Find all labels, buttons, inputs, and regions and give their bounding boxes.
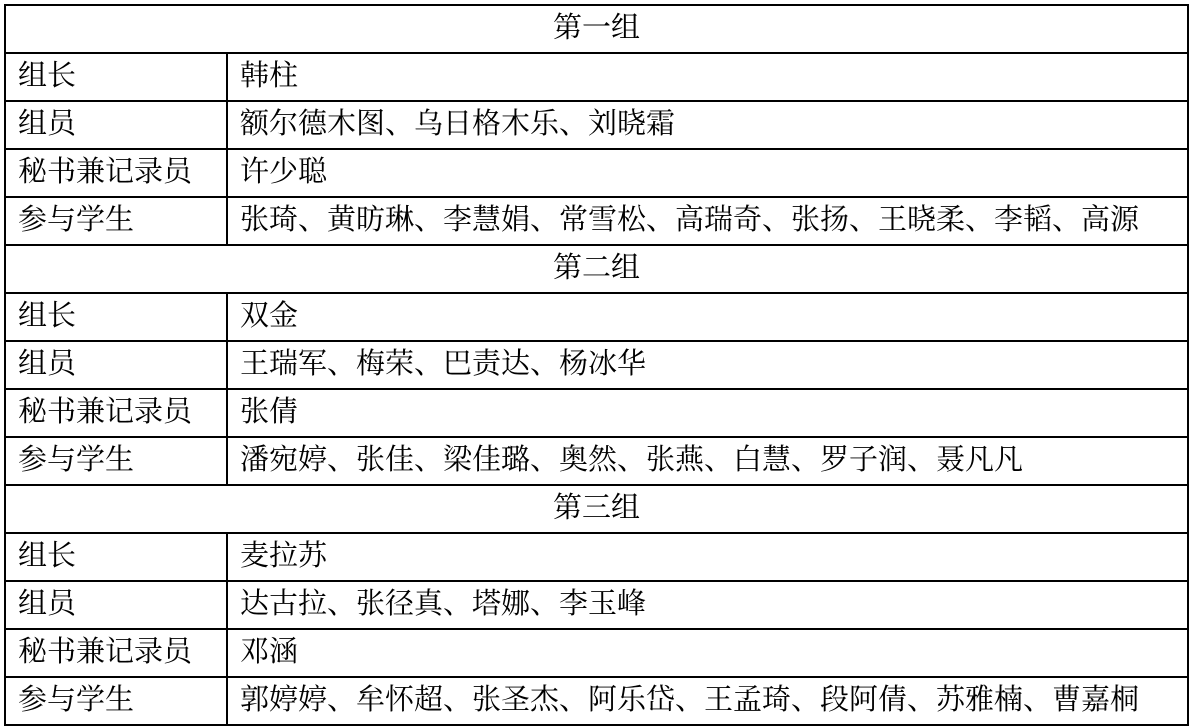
group-1-secretary-value: 许少聪 (227, 149, 1188, 197)
group-1-title: 第一组 (5, 5, 1188, 53)
group-2-secretary-label: 秘书兼记录员 (5, 389, 227, 437)
group-1-leader-label: 组长 (5, 53, 227, 101)
group-3-secretary-row (5, 629, 1188, 677)
group-2-students-row (5, 437, 1188, 485)
group-3-secretary-value: 邓涵 (227, 629, 1188, 677)
group-2-members-value: 王瑞军、梅荣、巴责达、杨冰华 (227, 341, 1188, 389)
group-1-secretary-label: 秘书兼记录员 (5, 149, 227, 197)
group-2-leader-row (5, 293, 1188, 341)
group-2-secretary-row (5, 389, 1188, 437)
group-3-students-label: 参与学生 (5, 677, 227, 725)
group-1-leader-value: 韩柱 (227, 53, 1188, 101)
group-3-leader-label: 组长 (5, 533, 227, 581)
group-3-leader-value: 麦拉苏 (227, 533, 1188, 581)
group-3-leader-row (5, 533, 1188, 581)
group-2-leader-value: 双金 (227, 293, 1188, 341)
group-3-members-row (5, 581, 1188, 629)
group-2-header-row (5, 245, 1188, 293)
group-roster-table (4, 4, 1189, 726)
group-1-leader-row (5, 53, 1188, 101)
group-3-header-row (5, 485, 1188, 533)
group-1-members-label: 组员 (5, 101, 227, 149)
group-3-members-value: 达古拉、张径真、塔娜、李玉峰 (227, 581, 1188, 629)
group-1-students-row (5, 197, 1188, 245)
group-1-students-label: 参与学生 (5, 197, 227, 245)
group-3-secretary-label: 秘书兼记录员 (5, 629, 227, 677)
group-1-members-value: 额尔德木图、乌日格木乐、刘晓霜 (227, 101, 1188, 149)
group-2-members-label: 组员 (5, 341, 227, 389)
group-2-title: 第二组 (5, 245, 1188, 293)
group-3-students-row (5, 677, 1188, 725)
group-2-secretary-value: 张倩 (227, 389, 1188, 437)
group-2-leader-label: 组长 (5, 293, 227, 341)
group-2-students-value: 潘宛婷、张佳、梁佳璐、奥然、张燕、白慧、罗子润、聂凡凡 (227, 437, 1188, 485)
group-1-secretary-row (5, 149, 1188, 197)
group-1-header-row (5, 5, 1188, 53)
group-3-students-value: 郭婷婷、牟怀超、张圣杰、阿乐岱、王孟琦、段阿倩、苏雅楠、曹嘉桐 (227, 677, 1188, 725)
group-1-students-value: 张琦、黄昉琳、李慧娟、常雪松、高瑞奇、张扬、王晓柔、李韬、高源 (227, 197, 1188, 245)
group-1-members-row (5, 101, 1188, 149)
group-2-students-label: 参与学生 (5, 437, 227, 485)
group-2-members-row (5, 341, 1188, 389)
group-3-title: 第三组 (5, 485, 1188, 533)
group-3-members-label: 组员 (5, 581, 227, 629)
